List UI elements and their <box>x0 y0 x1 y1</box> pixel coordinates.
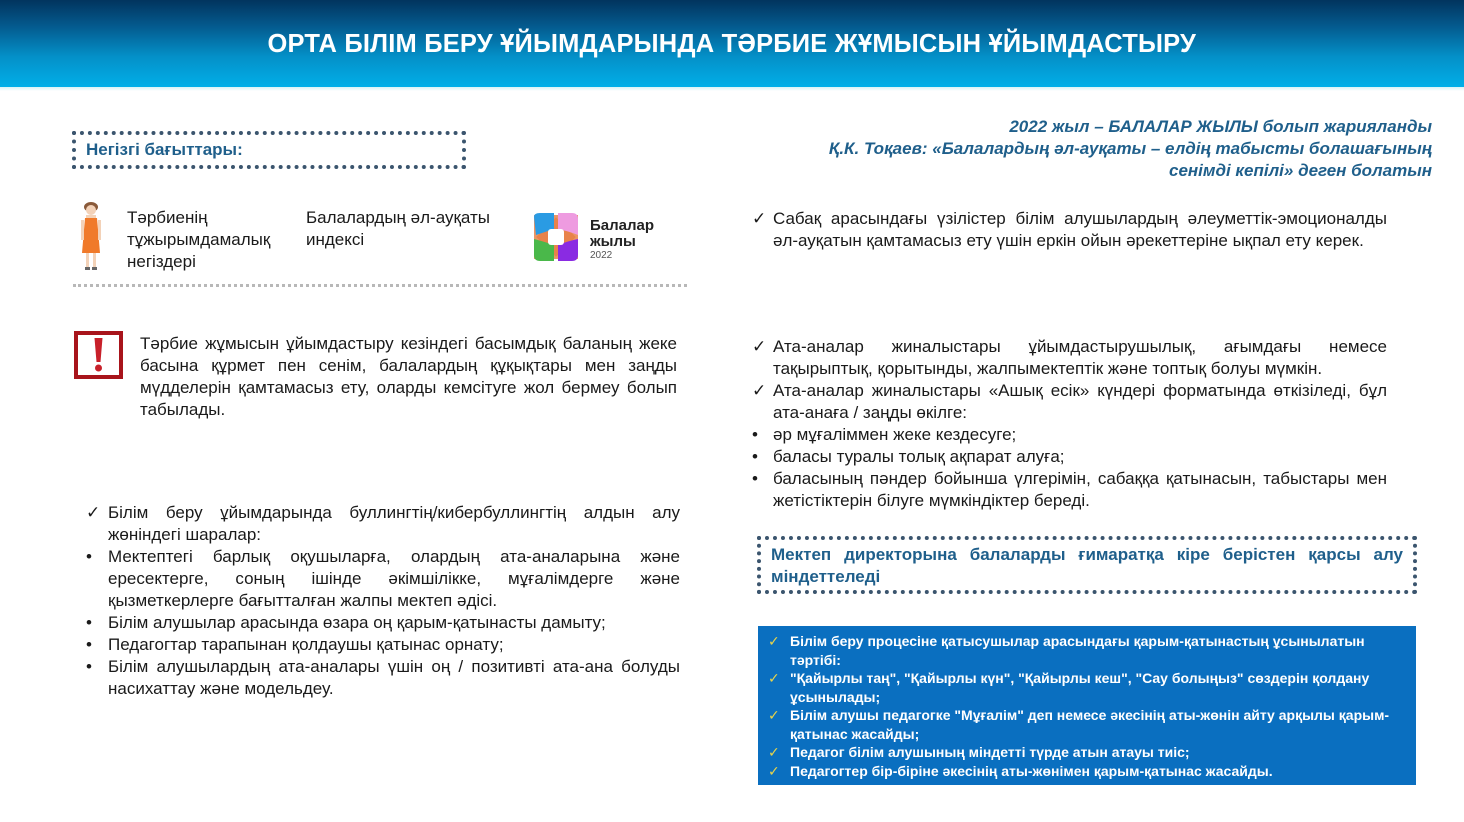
director-note: Мектеп директорына балаларды ғимаратқа кіре берістен қарсы алу міндеттеледі <box>771 545 1403 586</box>
quote-line3: сенімді кепілі» деген болатын <box>1169 161 1432 180</box>
direction-item-concept: Тәрбиенің тұжырымдамалық негіздері <box>127 208 271 271</box>
check-icon: ✓ <box>768 707 780 723</box>
bullet-icon: • <box>86 547 92 566</box>
logo-year: 2022 <box>590 250 613 261</box>
list-item: • әр мұғаліммен жеке кездесуге; <box>752 425 1017 444</box>
logo-line2: жылы <box>590 233 636 250</box>
list-item: ✓ Білім беру процесіне қатысушылар арасындағы қарым-қатынастың ұсынылатын тәртібі: <box>768 633 1365 668</box>
check-icon: ✓ <box>768 670 780 686</box>
communication-rules-box <box>758 626 1416 785</box>
bullying-heading: ✓ Білім беру ұйымдарында буллингтің/кибербуллингтің алдын алу жөніндегі шаралар: <box>86 503 680 544</box>
list-item: • баласы туралы толық ақпарат алуға; <box>752 447 1065 466</box>
exclamation-icon <box>74 331 123 379</box>
direction-item-wellbeing-index: Балалардың әл-ауқаты индексі <box>306 208 490 249</box>
bullet-icon: • <box>86 635 92 654</box>
bullying-prevention-list <box>86 502 680 700</box>
warning-text: Тәрбие жұмысын ұйымдастыру кезіндегі басымдық баланың жеке басына құрмет пен сенім, балалардың құқықтары мен заңды мүдделерін қамтамасыз ету, оларды кемсітуге жол бермеу болып табылады. <box>140 334 677 419</box>
dotted-divider <box>73 284 687 287</box>
list-item: • баласының пәндер бойынша үлгерімін, сабаққа қатынасын, табыстары мен жетістіктерін білуге мүмкіндіктер береді. <box>752 469 1387 510</box>
quote-line1: 2022 жыл – БАЛАЛАР ЖЫЛЫ болып жарияланды <box>1009 117 1432 136</box>
director-note-box <box>757 536 1417 594</box>
header-banner <box>0 0 1464 87</box>
list-item: ✓ Ата-аналар жиналыстары ұйымдастырушылық, ағымдағы немесе тақырыптық, қорытынды, жалпымектептік және топтық болуы мүмкін. <box>752 337 1387 378</box>
logo-line1: Балалар <box>590 217 655 234</box>
list-item: ✓ Педагогтер бір-біріне әкесінің аты-жөнімен қарым-қатынас жасайды. <box>768 762 1273 779</box>
list-item: ✓ Ата-аналар жиналыстары «Ашық есік» күндері форматында өткізіледі, бұл ата-анаға / заңды өкілге: <box>752 381 1387 422</box>
bullet-icon: • <box>752 447 758 466</box>
check-icon: ✓ <box>86 503 101 522</box>
breaks-block <box>752 208 1387 252</box>
check-icon: ✓ <box>768 762 780 779</box>
bullet-icon: • <box>86 613 92 632</box>
list-item: • Педагогтар тарапынан қолдаушы қатынас орнату; <box>86 635 504 654</box>
list-item: ✓ Сабақ арасындағы үзілістер білім алушылардың әлеуметтік-эмоционалды әл-ауқатын қамтамасыз ету үшін еркін ойын әрекеттеріне ықпал ету керек. <box>752 209 1387 250</box>
children-year-quote <box>732 116 1432 182</box>
balalar-zhyly-logo-text <box>590 218 654 262</box>
list-item: • Білім алушылар арасында өзара оң қарым-қатынасты дамыту; <box>86 613 606 632</box>
bullet-icon: • <box>752 469 758 488</box>
parents-meetings-block <box>752 336 1387 512</box>
check-icon: ✓ <box>752 209 767 228</box>
directions-label: Негізгі бағыттары: <box>86 140 243 159</box>
bullet-icon: • <box>86 657 92 676</box>
list-item: ✓ Білім алушы педагогке "Мұғалім" деп немесе әкесінің аты-жөнін айту арқылы қарым-қатынас жасайды; <box>768 707 1390 742</box>
bullet-icon: • <box>752 425 758 444</box>
balalar-zhyly-logo-icon <box>528 209 584 265</box>
header-shadow <box>0 87 1464 91</box>
quote-line2: Қ.К. Тоқаев: «Балалардың әл-ауқаты – елдің табысты болашағының <box>828 139 1432 158</box>
list-item: • Білім алушылардың ата-аналары үшін оң / позитивті ата-ана болуды насихаттау және модельдеу. <box>86 657 680 698</box>
directions-label-box <box>72 131 466 169</box>
list-item: ✓ "Қайырлы таң", "Қайырлы күн", "Қайырлы кеш", "Сау болыңыз" сөздерін қолдану ұсынылады; <box>768 670 1370 705</box>
page-title: ОРТА БІЛІМ БЕРУ ҰЙЫМДАРЫНДА ТӘРБИЕ ЖҰМЫСЫН ҰЙЫМДАСТЫРУ <box>267 28 1197 58</box>
check-icon: ✓ <box>752 337 767 356</box>
list-item: • Мектептегі барлық оқушыларға, олардың ата-аналарына және ересектерге, соның ішінде әкімшілікке, мұғалімдерге және қызметкерлерге бағытталған жалпы мектеп әдісі. <box>86 547 680 610</box>
girl-figure-icon <box>76 198 106 272</box>
check-icon: ✓ <box>768 744 780 760</box>
list-item: ✓ Педагог білім алушының міндетті түрде атын атауы тиіс; <box>768 744 1190 760</box>
check-icon: ✓ <box>768 633 780 649</box>
check-icon: ✓ <box>752 381 767 400</box>
